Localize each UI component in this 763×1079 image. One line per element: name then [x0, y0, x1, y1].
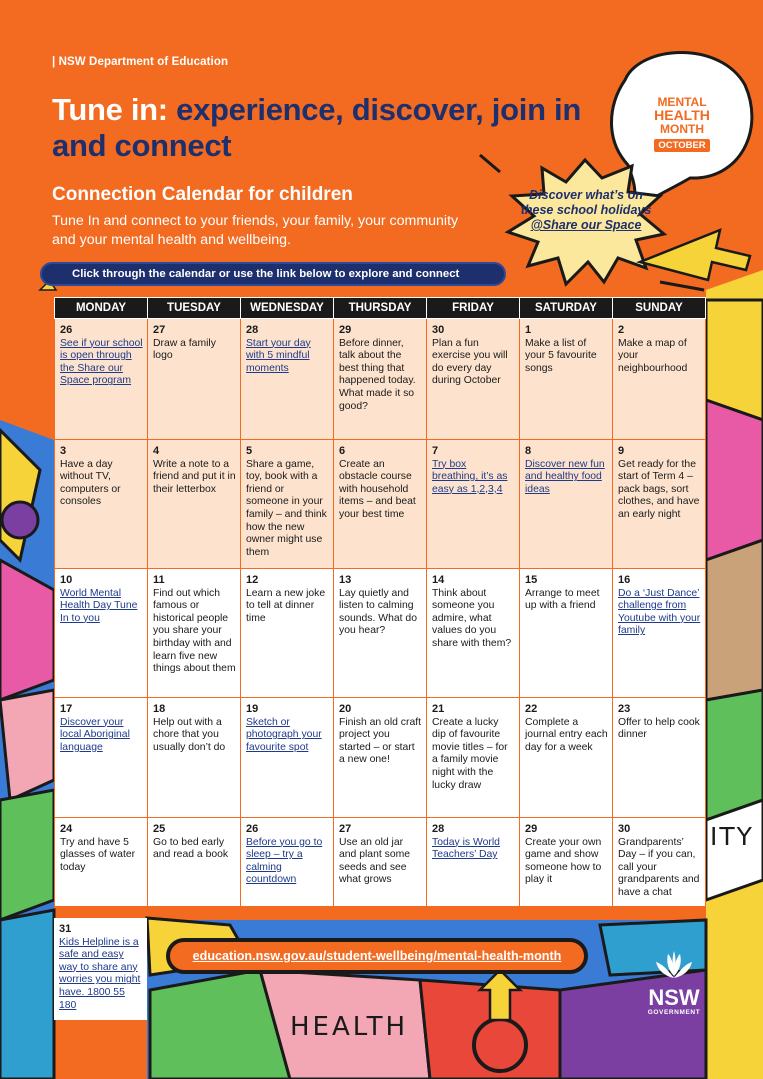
activity-text: Create a lucky dip of favourite movie titles – for a family movie night with the lucky draw — [432, 716, 508, 791]
weekday-header-thursday: THURSDAY — [334, 298, 427, 319]
calendar-date: 21 — [432, 703, 445, 715]
calendar-cell — [427, 569, 520, 698]
calendar-date: 29 — [339, 324, 352, 336]
activity-link[interactable]: Do a ‘Just Dance’ challenge from Youtube with your family — [618, 587, 701, 637]
calendar-date: 20 — [339, 703, 352, 715]
activity-link[interactable]: World Mental Health Day Tune In to you — [60, 587, 138, 624]
calendar-cell — [55, 440, 148, 569]
calendar-date: 9 — [618, 445, 625, 457]
connection-calendar — [54, 297, 706, 907]
calendar-date: 27 — [339, 823, 352, 835]
click-through-banner: Click through the calendar or use the link below to explore and connect — [40, 262, 506, 286]
calendar-date: 26 — [60, 324, 73, 336]
activity-text: Create your own game and show someone how to play it — [525, 836, 602, 886]
calendar-date: 15 — [525, 574, 538, 586]
calendar-cell[interactable] — [520, 440, 613, 569]
calendar-date: 22 — [525, 703, 538, 715]
weekday-header-saturday: SATURDAY — [520, 298, 613, 319]
activity-link[interactable]: Start your day with 5 mindful moments — [246, 337, 311, 374]
activity-link[interactable]: Before you go to sleep – try a calming countdown — [246, 836, 323, 886]
share-our-space-link[interactable]: @Share our Space — [530, 218, 642, 232]
activity-text: Finish an old craft project you started – or start a new one! — [339, 716, 422, 766]
weekday-header-monday: MONDAY — [55, 298, 148, 319]
calendar-date: 7 — [432, 445, 439, 457]
calendar-cell[interactable] — [55, 698, 148, 818]
calendar-cell — [520, 818, 613, 907]
calendar-cell — [241, 569, 334, 698]
activity-text: Plan a fun exercise you will do every day during October — [432, 337, 508, 387]
calendar-cell — [613, 440, 706, 569]
calendar-date: 18 — [153, 703, 166, 715]
weekday-header-sunday: SUNDAY — [613, 298, 706, 319]
kids-helpline-link[interactable]: Kids Helpline is a safe and easy way to share any worries you might have. 1800 55 180 — [59, 936, 141, 1011]
badge-line-1: MENTAL — [657, 95, 707, 109]
calendar-cell — [148, 319, 241, 440]
mental-health-month-badge — [644, 96, 720, 153]
badge-line-2: HEALTH — [654, 107, 710, 123]
callout-text: Discover what’s on these school holidays — [520, 188, 652, 217]
calendar-cell — [148, 569, 241, 698]
calendar-cell — [334, 319, 427, 440]
activity-link[interactable]: Try box breathing, it’s as easy as 1,2,3,4 — [432, 458, 508, 495]
calendar-cell — [613, 818, 706, 907]
activity-text: Create an obstacle course with household items – and beat your best time — [339, 458, 416, 520]
activity-text: Learn a new joke to tell at dinner time — [246, 587, 326, 624]
calendar-date: 24 — [60, 823, 73, 835]
activity-text: Make a list of your 5 favourite songs — [525, 337, 597, 374]
calendar-cell — [148, 440, 241, 569]
badge-month: OCTOBER — [654, 139, 709, 152]
calendar-week-row — [55, 440, 706, 569]
calendar-date: 4 — [153, 445, 160, 457]
activity-link[interactable]: Sketch or photograph your favourite spot — [246, 716, 322, 753]
calendar-cell[interactable] — [55, 569, 148, 698]
calendar-week-row — [55, 569, 706, 698]
calendar-date: 14 — [432, 574, 445, 586]
calendar-cell — [148, 818, 241, 907]
calendar-cell[interactable] — [427, 440, 520, 569]
activity-link[interactable]: Discover your local Aboriginal language — [60, 716, 130, 753]
activity-text: Share a game, toy, book with a friend or someone in your family – and think how the new owner might use them — [246, 458, 327, 558]
activity-text: Arrange to meet up with a friend — [525, 587, 600, 612]
calendar-cell — [613, 319, 706, 440]
calendar-cell — [334, 569, 427, 698]
calendar-date: 16 — [618, 574, 631, 586]
calendar-cell — [427, 319, 520, 440]
waratah-flower-icon — [652, 950, 696, 980]
activity-text: Write a note to a friend and put it in their letterbox — [153, 458, 236, 495]
calendar-date: 27 — [153, 324, 166, 336]
calendar-cell — [520, 569, 613, 698]
activity-text: Complete a journal entry each day for a week — [525, 716, 608, 753]
calendar-date: 13 — [339, 574, 352, 586]
calendar-cell — [520, 698, 613, 818]
activity-text: Get ready for the start of Term 4 – pack bags, sort clothes, and have an early night — [618, 458, 700, 520]
activity-link[interactable]: Today is World Teachers’ Day — [432, 836, 500, 861]
calendar-cell — [148, 698, 241, 818]
activity-text: Offer to help cook dinner — [618, 716, 700, 741]
calendar-cell[interactable] — [241, 698, 334, 818]
department-label: | NSW Department of Education — [52, 56, 229, 68]
activity-text: Before dinner, talk about the best thing that happened today. What made it so good? — [339, 337, 416, 412]
school-holidays-callout — [518, 188, 654, 233]
calendar-date: 28 — [246, 324, 259, 336]
activity-text: Have a day without TV, computers or consoles — [60, 458, 121, 508]
calendar-cell[interactable] — [613, 569, 706, 698]
calendar-date: 17 — [60, 703, 73, 715]
calendar-cell[interactable] — [55, 319, 148, 440]
calendar-cell[interactable] — [427, 818, 520, 907]
calendar-cell[interactable] — [241, 818, 334, 907]
weekday-header-tuesday: TUESDAY — [148, 298, 241, 319]
weekday-header-wednesday: WEDNESDAY — [241, 298, 334, 319]
calendar-cell-31[interactable] — [54, 918, 147, 1020]
activity-text: Find out which famous or historical people you share your birthday with and learn five new things about them — [153, 587, 236, 675]
page-subtitle: Connection Calendar for children — [52, 184, 353, 205]
government-wordmark: GOVERNMENT — [647, 1009, 701, 1016]
activity-text: Help out with a chore that you usually don’t do — [153, 716, 226, 753]
activity-text: Make a map of your neighbourhood — [618, 337, 688, 374]
ity-artwork-word: ITY — [710, 822, 754, 851]
nsw-wordmark: NSW — [648, 985, 700, 1010]
calendar-cell — [334, 440, 427, 569]
calendar-date: 26 — [246, 823, 259, 835]
calendar-date: 23 — [618, 703, 631, 715]
calendar-cell[interactable] — [241, 319, 334, 440]
calendar-cell — [520, 319, 613, 440]
mental-health-month-url-link[interactable]: education.nsw.gov.au/student-wellbeing/mental-health-month — [166, 938, 588, 974]
calendar-week-row — [55, 818, 706, 907]
calendar-cell — [334, 818, 427, 907]
calendar-week-row — [55, 319, 706, 440]
activity-text: Try and have 5 glasses of water today — [60, 836, 136, 873]
activity-text: Lay quietly and listen to calming sounds. What do you hear? — [339, 587, 417, 637]
calendar-date: 30 — [618, 823, 631, 835]
page-title — [52, 92, 612, 164]
calendar-date: 19 — [246, 703, 259, 715]
calendar-date: 30 — [432, 324, 445, 336]
calendar-cell — [55, 818, 148, 907]
calendar-cell — [427, 698, 520, 818]
calendar-date: 6 — [339, 445, 346, 457]
calendar-date: 10 — [60, 574, 73, 586]
activity-text: Go to bed early and read a book — [153, 836, 229, 861]
calendar-date: 12 — [246, 574, 259, 586]
calendar-date: 3 — [60, 445, 67, 457]
health-artwork-word: HEALTH — [290, 1012, 409, 1042]
nsw-government-logo — [634, 950, 714, 1016]
calendar-date: 28 — [432, 823, 445, 835]
activity-text: Use an old jar and plant some seeds and see what grows — [339, 836, 411, 886]
calendar-date: 29 — [525, 823, 538, 835]
calendar-date: 31 — [59, 923, 72, 935]
title-lead: Tune in: — [52, 92, 168, 127]
activity-link[interactable]: See if your school is open through the Share our Space program — [60, 337, 143, 387]
calendar-cell — [334, 698, 427, 818]
calendar-date: 11 — [153, 574, 165, 586]
calendar-week-row — [55, 698, 706, 818]
badge-line-3: MONTH — [660, 122, 704, 136]
calendar-cell — [241, 440, 334, 569]
title-rest: experience, discover, join in and connect — [52, 92, 581, 163]
activity-text: Draw a family logo — [153, 337, 216, 362]
calendar-date: 2 — [618, 324, 625, 336]
calendar-cell — [613, 698, 706, 818]
weekday-header-friday: FRIDAY — [427, 298, 520, 319]
activity-text: Think about someone you admire, what values do you share with them? — [432, 587, 512, 649]
intro-text: Tune In and connect to your friends, your family, your community and your mental health and wellbeing. — [52, 213, 459, 248]
calendar-date: 1 — [525, 324, 532, 336]
calendar-date: 5 — [246, 445, 253, 457]
calendar-date: 8 — [525, 445, 532, 457]
activity-text: Grandparents’ Day – if you can, call your grandparents and have a chat — [618, 836, 700, 898]
calendar-date: 25 — [153, 823, 166, 835]
weekday-header-row — [55, 298, 706, 319]
activity-link[interactable]: Discover new fun and healthy food ideas — [525, 458, 605, 495]
